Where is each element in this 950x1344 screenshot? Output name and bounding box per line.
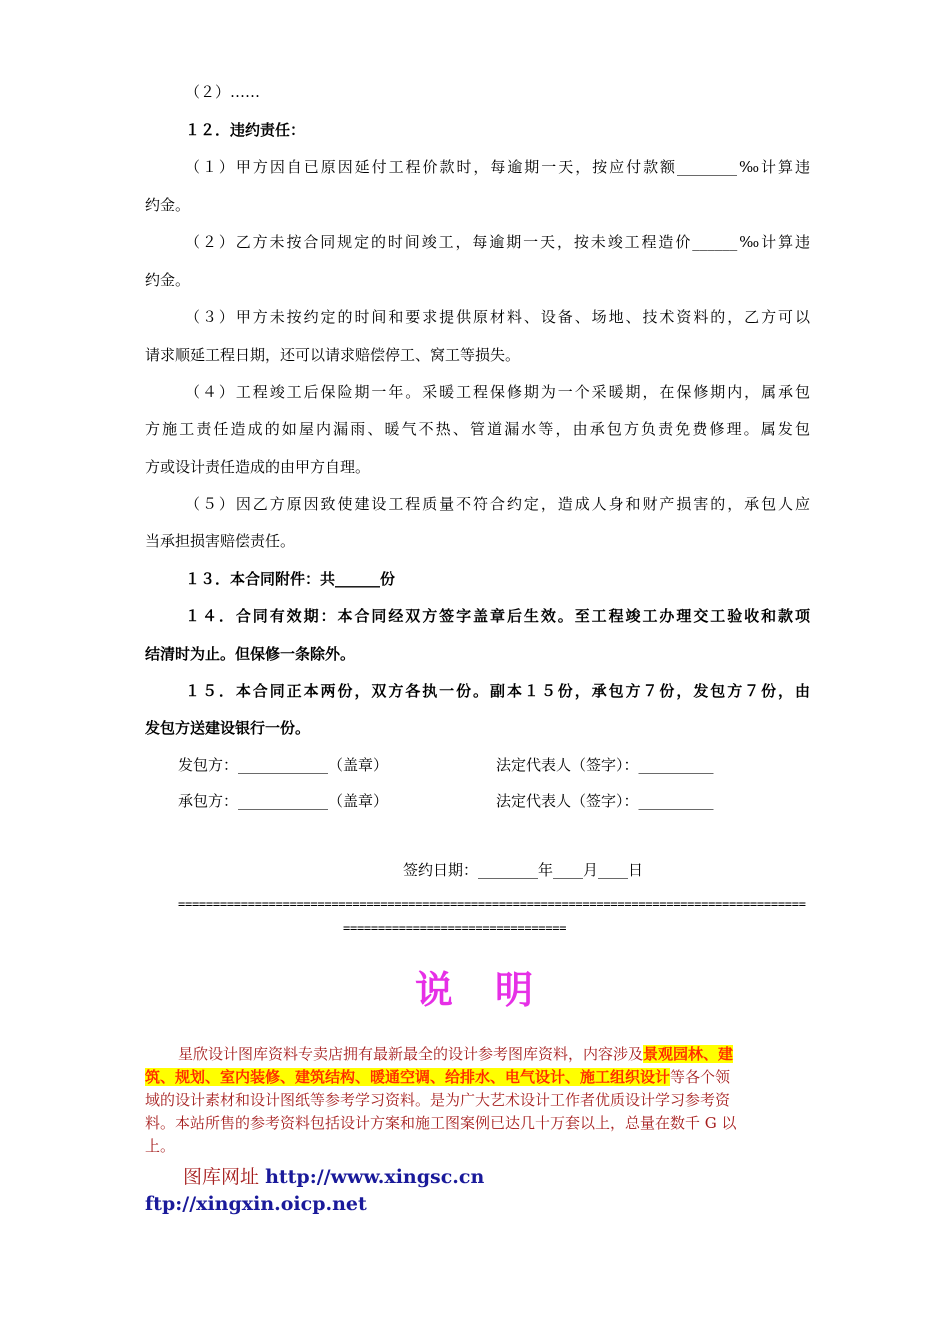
clause-12-4-line3: 方或设计责任造成的由甲方自理。 bbox=[145, 458, 371, 476]
divider-line-1: ========================================================================================== bbox=[178, 897, 806, 911]
note-line-3: 域的设计素材和设计图纸等参考学习资料。是为广大艺术设计工作者优质设计学习参考资 bbox=[145, 1091, 731, 1109]
clause-12-2-line2: 约金。 bbox=[145, 271, 191, 289]
clause-12-title: １２．违约责任： bbox=[185, 121, 306, 139]
employer-signature: 发包方：____________（盖章） bbox=[178, 756, 389, 774]
clause-12-2-line1: （２）乙方未按合同规定的时间竣工，每逾期一天，按未竣工程造价______‰计算违 bbox=[185, 233, 810, 251]
note-heading: 说 明 bbox=[414, 968, 535, 1012]
gallery-url-row bbox=[183, 1164, 484, 1190]
clause-15-line2: 发包方送建设银行一份。 bbox=[145, 719, 311, 737]
ftp-url-link[interactable]: ftp://xingxin.oicp.net bbox=[145, 1193, 367, 1215]
note-highlight-2: 筑、规划、室内装修、建筑结构、暖通空调、给排水、电气设计、施工组织设计 bbox=[145, 1068, 671, 1086]
clause-12-3-line2: 请求顺延工程日期，还可以请求赔偿停工、窝工等损失。 bbox=[145, 346, 521, 364]
note-line-4: 料。本站所售的参考资料包括设计方案和施工图案例已达几十万套以上，总量在数千 G 以 bbox=[145, 1114, 737, 1132]
employer-representative: 法定代表人（签字）：__________ bbox=[496, 756, 714, 774]
ftp-url-row bbox=[145, 1191, 367, 1217]
note-line-2 bbox=[145, 1066, 810, 1088]
note-line-1 bbox=[145, 1043, 810, 1065]
gallery-url-label: 图库网址 bbox=[183, 1166, 260, 1188]
clause-12-4-line1: （４）工程竣工后保险期一年。采暖工程保修期为一个采暖期，在保修期内，属承包 bbox=[185, 383, 810, 401]
gallery-url-link[interactable]: http://www.xingsc.cn bbox=[265, 1166, 485, 1188]
contractor-signature: 承包方：____________（盖章） bbox=[178, 792, 389, 810]
clause-14-line2: 结清时为止。但保修一条除外。 bbox=[145, 645, 356, 663]
clause-12-5-line1: （５）因乙方原因致使建设工程质量不符合约定，造成人身和财产损害的，承包人应 bbox=[185, 495, 810, 513]
note-line-2-text: 等各个领 bbox=[670, 1068, 731, 1086]
note-line-5: 上。 bbox=[145, 1137, 176, 1155]
clause-13: １３．本合同附件：共______份 bbox=[185, 570, 396, 588]
clause-12-3-line1: （３）甲方未按约定的时间和要求提供原材料、设备、场地、技术资料的，乙方可以 bbox=[185, 308, 810, 326]
note-line-1-text: 星欣设计图库资料专卖店拥有最新最全的设计参考图库资料，内容涉及 bbox=[178, 1045, 644, 1063]
clause-11-2: （２）…… bbox=[185, 83, 261, 101]
clause-12-4-line2: 方施工责任造成的如屋内漏雨、暖气不热、管道漏水等，由承包方负责免费修理。属发包 bbox=[145, 420, 810, 438]
note-highlight-1: 景观园林、建 bbox=[643, 1045, 734, 1063]
clause-15-line1: １５．本合同正本两份，双方各执一份。副本１５份，承包方７份，发包方７份，由 bbox=[185, 682, 810, 700]
contractor-representative: 法定代表人（签字）：__________ bbox=[496, 792, 714, 810]
clause-14-line1: １４．合同有效期：本合同经双方签字盖章后生效。至工程竣工办理交工验收和款项 bbox=[185, 607, 810, 625]
signing-date: 签约日期：________年____月____日 bbox=[403, 861, 644, 879]
clause-12-1-line1: （１）甲方因自已原因延付工程价款时，每逾期一天，按应付款额________‰计算违 bbox=[185, 158, 810, 176]
divider-line-2: ================================ bbox=[343, 921, 567, 935]
clause-12-1-line2: 约金。 bbox=[145, 196, 191, 214]
clause-12-5-line2: 当承担损害赔偿责任。 bbox=[145, 532, 296, 550]
